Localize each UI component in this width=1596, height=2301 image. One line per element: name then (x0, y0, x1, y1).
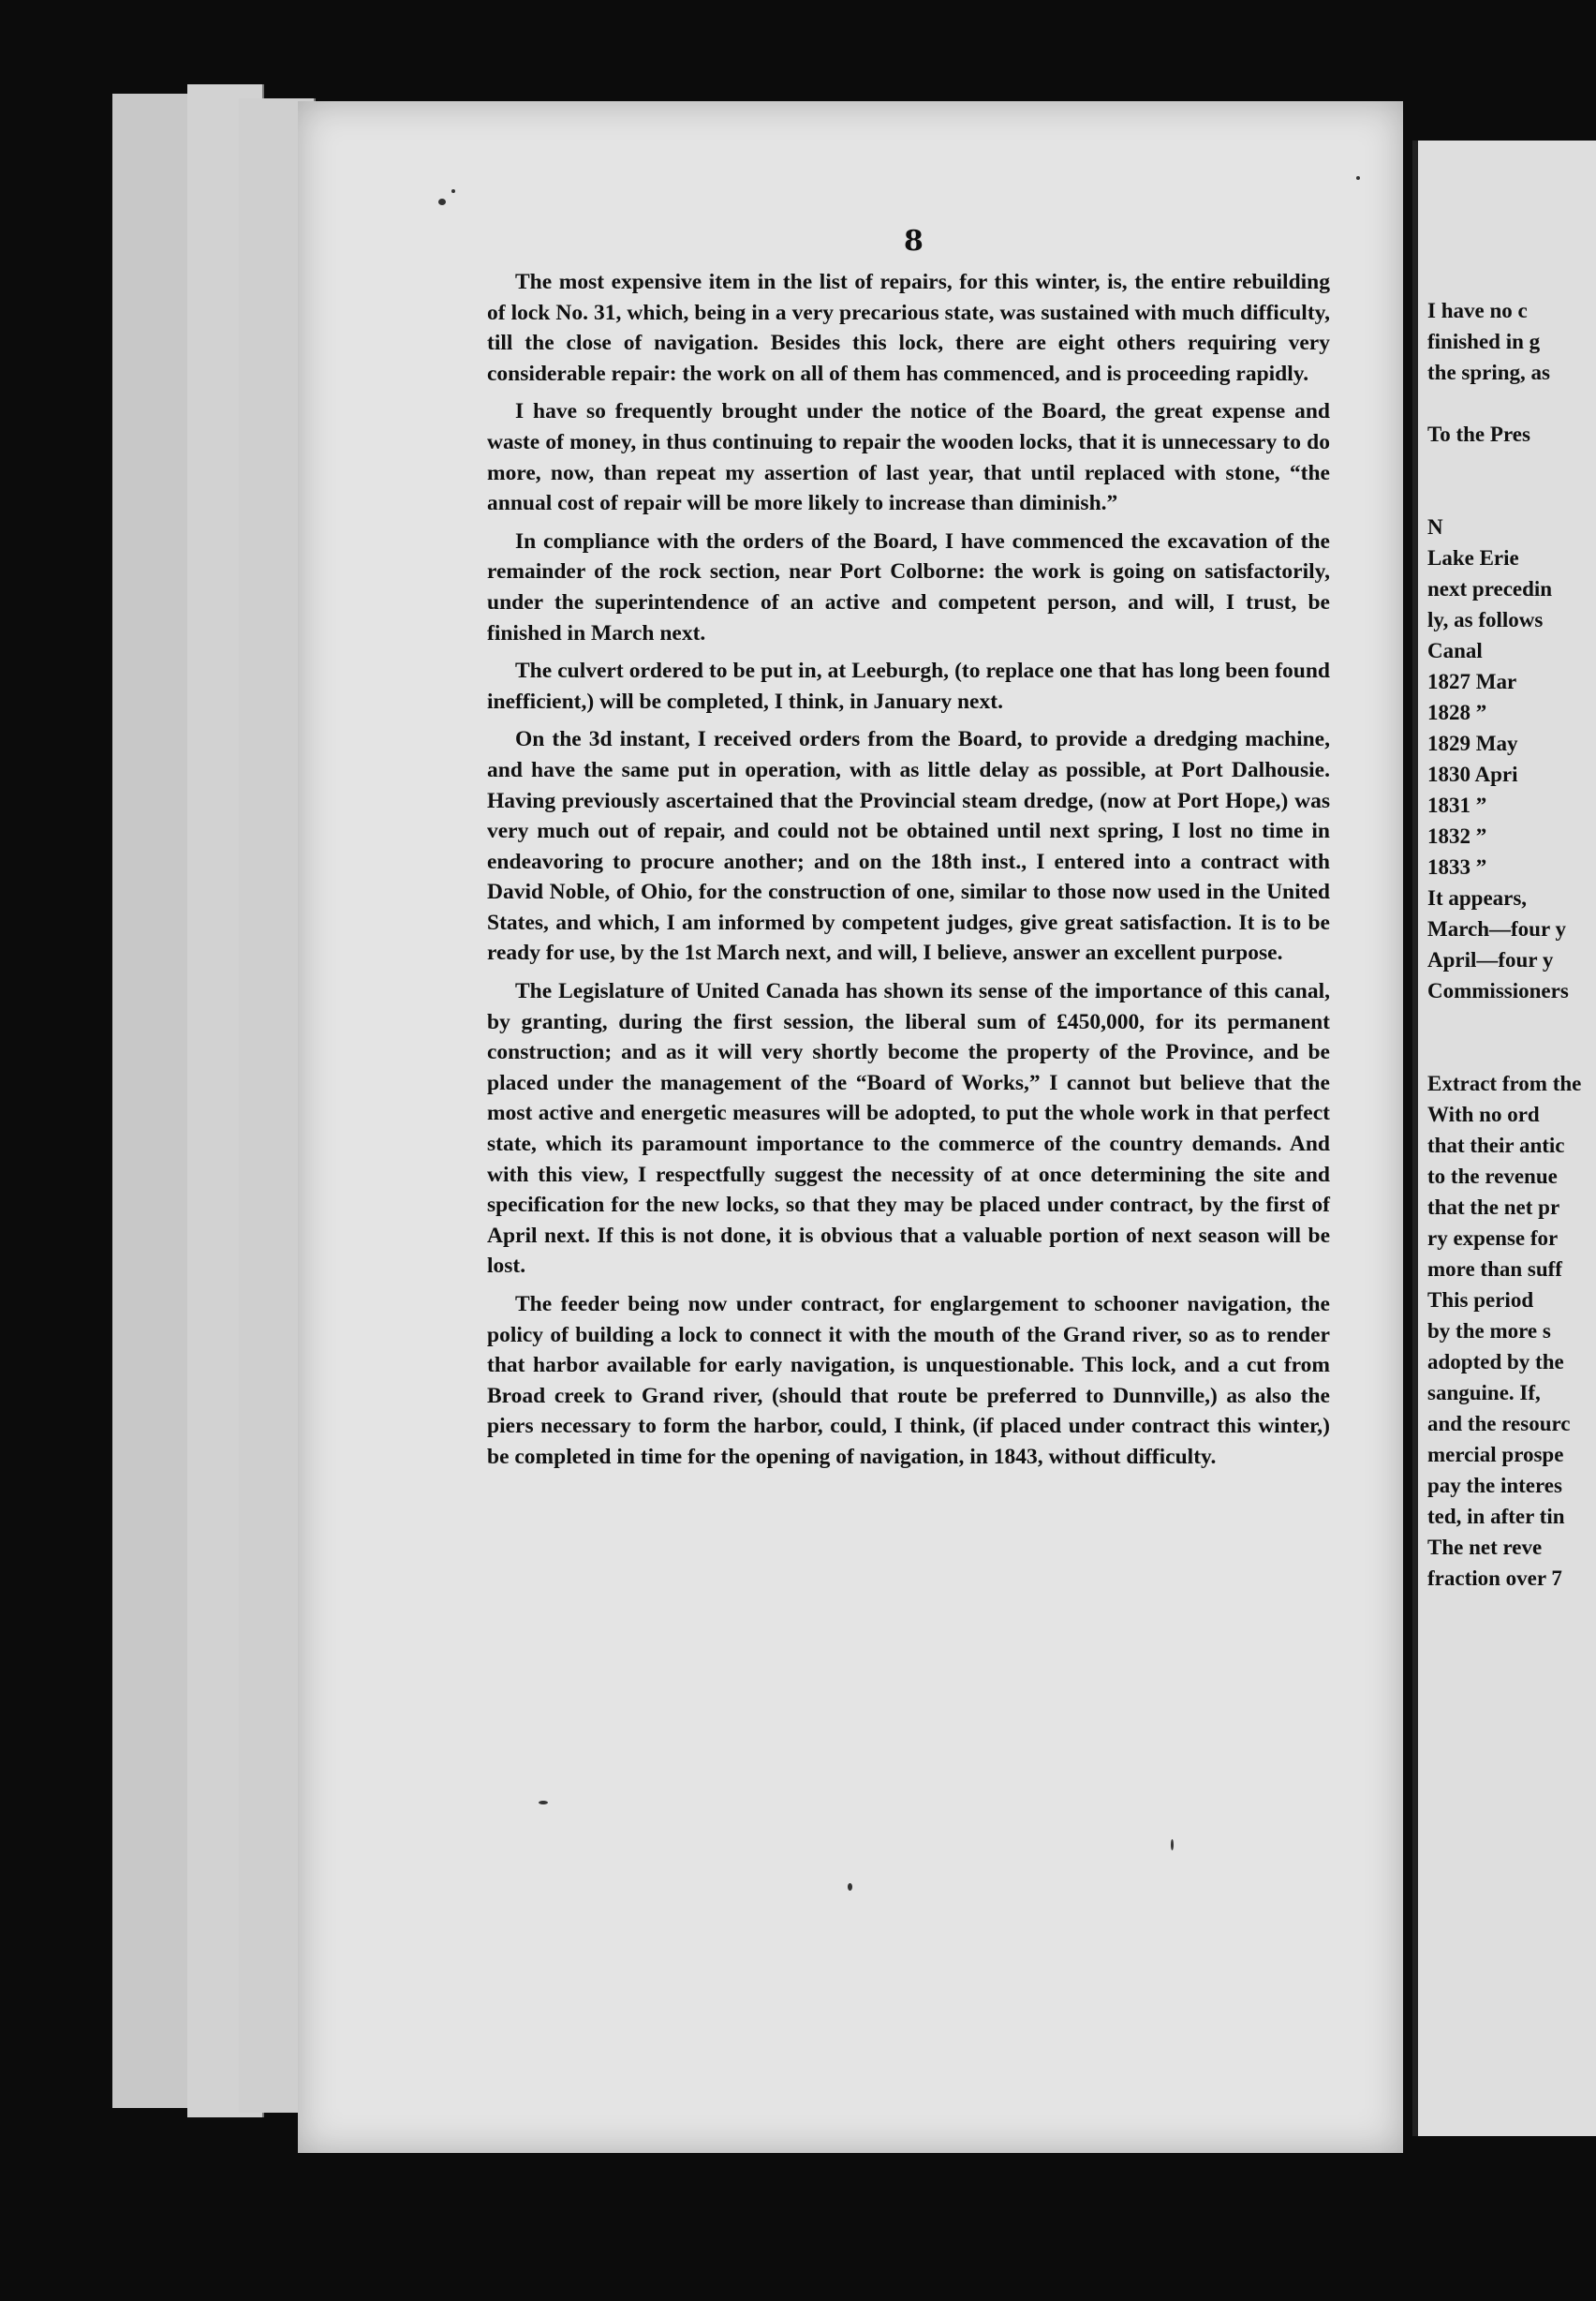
adjacent-page-line: Commissioners (1427, 979, 1569, 1002)
adjacent-page-line: The net reve (1427, 1536, 1543, 1559)
adjacent-page-line: It appears, (1427, 886, 1528, 910)
scan-speck (438, 199, 446, 205)
scan-speck (451, 189, 455, 193)
adjacent-page-line: I have no c (1427, 299, 1528, 322)
adjacent-page-line (1418, 388, 1596, 419)
paragraph: I have so frequently brought under the notice of the Board, the great expense and waste of money, in thus continuing to repair the wooden locks, that it is unnecessary to do more, now, than repeat my assertion of last year, that until replaced with stone, “the annual cost of repair will be more likely to increase than diminish.” (487, 399, 1330, 516)
scan-speck (539, 1801, 548, 1804)
adjacent-page-line: mercial prospe (1427, 1443, 1564, 1466)
adjacent-page-line: 1828 ” (1427, 701, 1487, 724)
adjacent-page-line: ted, in after tin (1427, 1505, 1565, 1528)
scan-speck (1171, 1839, 1174, 1850)
adjacent-page-line: more than suff (1427, 1257, 1562, 1281)
adjacent-page-line: 1830 Apri (1427, 763, 1518, 786)
adjacent-page-line (1418, 450, 1596, 481)
adjacent-page-line: Lake Erie (1427, 546, 1519, 570)
adjacent-page-line: to the revenue (1427, 1165, 1558, 1188)
adjacent-page-text (1418, 295, 1596, 1594)
paragraph: The culvert ordered to be put in, at Leeburgh, (to replace one that has long been found inefficient,) will be completed, I think, in January next. (487, 659, 1330, 714)
adjacent-page-line: N (1427, 515, 1443, 539)
adjacent-page-line: 1827 Mar (1427, 670, 1517, 693)
adjacent-page-line: and the resourc (1427, 1412, 1571, 1435)
adjacent-page-line: 1833 ” (1427, 855, 1487, 879)
adjacent-page-line: ly, as follows (1427, 608, 1544, 631)
paragraph: The feeder being now under contract, for englargement to schooner navigation, the policy of building a lock to connect it with the mouth of the Grand river, so as to render that harbor available for early navigation, is unquestionable. This lock, and a cut from Broad creek to Grand river, (should that route be preferred to Dunnville,) as also the piers necessary to form the harbor, could, I think, (if placed under contract this winter,) be completed in time for the opening of navigation, in 1843, without difficulty. (487, 1292, 1330, 1469)
scan-speck (848, 1883, 852, 1891)
adjacent-page-line: Canal (1427, 639, 1483, 662)
scan-speck (1356, 176, 1360, 180)
adjacent-page-line: Extract from the (1427, 1072, 1582, 1095)
body-text (487, 267, 1330, 1480)
adjacent-page-line: 1832 ” (1427, 824, 1487, 848)
adjacent-page-line: the spring, as (1427, 361, 1550, 384)
adjacent-page-line: that the net pr (1427, 1195, 1560, 1219)
adjacent-page-line: adopted by the (1427, 1350, 1564, 1373)
adjacent-page-line: To the Pres (1427, 423, 1530, 446)
adjacent-page-line (1418, 1006, 1596, 1037)
adjacent-page-line: fraction over 7 (1427, 1566, 1562, 1590)
page-number: 8 (904, 225, 924, 258)
adjacent-page-line: 1831 ” (1427, 794, 1487, 817)
adjacent-page-line (1418, 1037, 1596, 1068)
paragraph: The Legislature of United Canada has shown its sense of the importance of this canal, by granting, during the first session, the liberal sum of £450,000, for its permanent construction; and as it will very shortly become the property of the Province, and be placed under the management of the “Board of Works,” I cannot but believe that the most active and energetic measures will be adopted, to put the whole work in that perfect state, which its paramount importance to the commerce of the country demands. And with this view, I respectfully suggest the necessity of at once determining the site and specification for the new locks, so that they may be placed under contract, by the first of April next. If this is not done, it is obvious that a valuable portion of next season will be lost. (487, 979, 1330, 1279)
adjacent-page-line (1418, 481, 1596, 512)
adjacent-page-line: ry expense for (1427, 1226, 1559, 1250)
paragraph: In compliance with the orders of the Board, I have commenced the excavation of the remainder of the rock section, near Port Colborne: the work is going on satisfactorily, under the superintendence of an active and competent person, and will, I trust, be finished in March next. (487, 528, 1330, 646)
adjacent-page-line: that their antic (1427, 1134, 1565, 1157)
paragraph: The most expensive item in the list of repairs, for this winter, is, the entire rebuilding of lock No. 31, which, being in a very precarious state, was sustained with much difficulty, till the close of navigation. Besides this lock, there are eight others requiring very considerable repair: the work on all of them has commenced, and is proceeding rapidly. (487, 270, 1330, 386)
adjacent-page-line: 1829 May (1427, 732, 1518, 755)
paragraph: On the 3d instant, I received orders from the Board, to provide a dredging machine, and have the same put in operation, with as little delay as possible, at Port Dalhousie. Having previously ascertained that the Provincial steam dredge, (now at Port Hope,) was very much out of repair, and could not be obtained until next spring, I lost no time in endeavoring to procure another; and on the 18th inst., I entered into a contract with David Noble, of Ohio, for the construction of one, similar to those now used in the United States, and which, I am informed by competent judges, give great satisfaction. It is to be ready for use, by the 1st March next, and will, I believe, answer an excellent purpose. (487, 727, 1330, 966)
adjacent-page-line: pay the interes (1427, 1474, 1562, 1497)
adjacent-page-line: This period (1427, 1288, 1534, 1312)
adjacent-page-line: finished in g (1427, 330, 1541, 353)
adjacent-page-line: next precedin (1427, 577, 1553, 601)
adjacent-page-line: by the more s (1427, 1319, 1551, 1343)
adjacent-page-line: April—four y (1427, 948, 1554, 972)
adjacent-page-line: With no ord (1427, 1103, 1540, 1126)
adjacent-page (1412, 141, 1596, 2136)
adjacent-page-line: sanguine. If, (1427, 1381, 1541, 1404)
adjacent-page-line: March—four y (1427, 917, 1566, 941)
